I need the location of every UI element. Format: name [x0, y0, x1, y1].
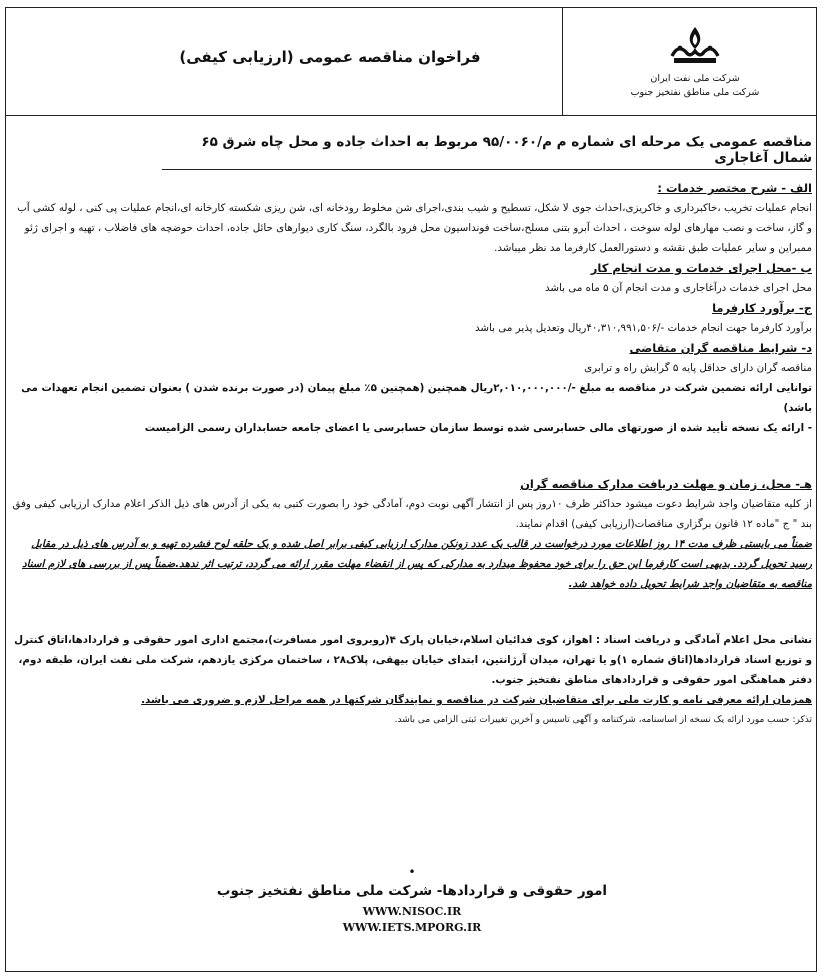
spacer	[12, 438, 812, 474]
section-d-heading: د- شرایط مناقصه گران متقاضی	[629, 341, 812, 355]
footer-url-nisoc[interactable]: WWW.NISOC.IR	[362, 905, 462, 918]
section-c-text: برآورد کارفرما جهت انجام خدمات -/۴۰,۳۱۰,۹۹۱,۵۰۶ریال وتعدیل پذیر می باشد	[474, 322, 812, 334]
header-divider	[562, 7, 563, 116]
footer-organization: امور حقوقی و قراردادها- شرکت ملی مناطق نفتخیز جنوب	[216, 883, 608, 899]
note-text: تذکر: حسب مورد ارائه یک نسخه از اساسنامه، شرکتنامه و آگهی تاسیس و آخرین تغییرات ثبتی الزامی می باشد.	[394, 715, 812, 725]
address-text: نشانی محل اعلام آمادگی و دریافت اسناد : اهواز، کوی فدائیان اسلام،خیابان پارک ۴(روبروی امور مسافرت)،مجتمع اداری امور حقوقی و قراردادها،اتاق کنترل و توزیع اسناد قراردادها(اتاق شماره ۱)و یا تهران، میدان آرژانتین، ابتدای خیابان بیهقی، پلاک۲۸ ، ساختمان مرکزی یازدهم، شرکت ملی نفت ایران، طبقه دوم، دفتر هماهنگی امور حقوقی و قراردادهای مناطق نفتخیز جنوب.	[14, 634, 812, 686]
section-d-text-1: مناقصه گران دارای حداقل پایه ۵ گرایش راه و ترابری	[584, 362, 812, 374]
company-name-nisoc: شرکت ملی مناطق نفتخیز جنوب	[630, 87, 760, 98]
section-d-text-3: - ارائه یک نسخه تأیید شده از صورتهای مالی حسابرسی شده توسط سازمان حسابرسی یا اعضای جامعه حسابداران رسمی الزامیست	[144, 422, 812, 434]
section-e-text-2: ضمناً می بایستی ظرف مدت ۱۴ روز اطلاعات مورد درخواست در قالب یک عدد زونکن مدارک ارزیابی کیفی برابر اصل شده و یک حلقه لوح فشرده تهیه و به آدرس های ذیل در مقابل رسید تحویل گردد. بدیهی است کارفرما این حق را برای خود محفوظ میدارد به مدارکی که پس از انقضاء مهلت مقرر ارائه می گردد، ترتیب اثر ندهد.ضمناً پس از بررسی های لازم اسناد مناقصه به متقاضیان واجد شرایط تحویل داده خواهد شد.	[22, 538, 812, 590]
company-name-nioc: شرکت ملی نفت ایران	[650, 73, 740, 84]
section-e-text-1: از کلیه متقاضیان واجد شرایط دعوت میشود حداکثر ظرف ۱۰روز پس از انتشار آگهی نوبت دوم، آمادگی خود را بصورت کتبی به یکی از آدرس های ذیل الذکر اعلام مدارک ارزیابی کیفی وفق بند " ج "ماده ۱۲ قانون برگزاری مناقصات(ارزیابی کیفی) اقدام نمایند.	[12, 498, 812, 530]
nioc-logo-icon	[660, 24, 730, 68]
bullet-dot: •	[408, 865, 416, 879]
company-logo-block	[600, 24, 790, 100]
section-a-heading: الف - شرح مختصر خدمات :	[657, 181, 812, 195]
footer-url-iets[interactable]: WWW.IETS.MPORG.IR	[342, 921, 482, 934]
spacer	[12, 594, 812, 630]
section-a-text: انجام عملیات تخریب ،خاکبرداری و خاکریزی،احداث جوی لا شکل، تسطیح و شیب بندی،اجرای شن مخلوط رودخانه ای، شن ریزی شکسته کارخانه ای،انجام عملیات پی کنی ، لوله کشی آب و گاز، ساخت و نصب مهارهای لوله سوخت ، احداث آبرو بتنی مسلح،ساخت فونداسیون محل فرود بالگرد، سنگ کاری دیوارهای حائل جاده، احداث حوضچه های فاضلاب ، تهیه و اجرای ژئو ممبراین و سایر عملیات طبق نقشه و دستورالعمل کارفرما مد نظر میباشد.	[17, 202, 812, 254]
section-d-text-2: توانایی ارائه تضمین شرکت در مناقصه به مبلغ -/۲,۰۱۰,۰۰۰,۰۰۰ریال همچنین (همچنین ۵٪ مبلغ پیمان (در صورت برنده شدن ) بعنوان تضمین انجام تعهدات می باشد)	[21, 382, 812, 414]
footer	[0, 866, 824, 936]
page-title: فراخوان مناقصه عمومی (ارزیابی کیفی)	[179, 48, 481, 66]
tender-title: مناقصه عمومی یک مرحله ای شماره م م/۹۵/۰۰۶۰ مربوط به احداث جاده و محل چاه شرق ۶۵ شمال آغاجاری	[162, 134, 812, 170]
section-b-text: محل اجرای خدمات درآغاجاری و مدت انجام آن ۵ ماه می باشد	[544, 282, 812, 294]
section-c-heading: ج- برآورد کارفرما	[712, 301, 812, 315]
notice-body	[12, 178, 812, 730]
id-requirement-text: همزمان ارائه معرفی نامه و کارت ملی برای متقاضیان شرکت در مناقصه و نمایندگان شرکتها در همه مراحل لازم و ضروری می باشد.	[141, 694, 812, 706]
section-e-heading: هـ- محل، زمان و مهلت دریافت مدارک مناقصه گران	[520, 477, 812, 491]
section-b-heading: ب -محل اجرای خدمات و مدت انجام کار	[590, 261, 812, 275]
